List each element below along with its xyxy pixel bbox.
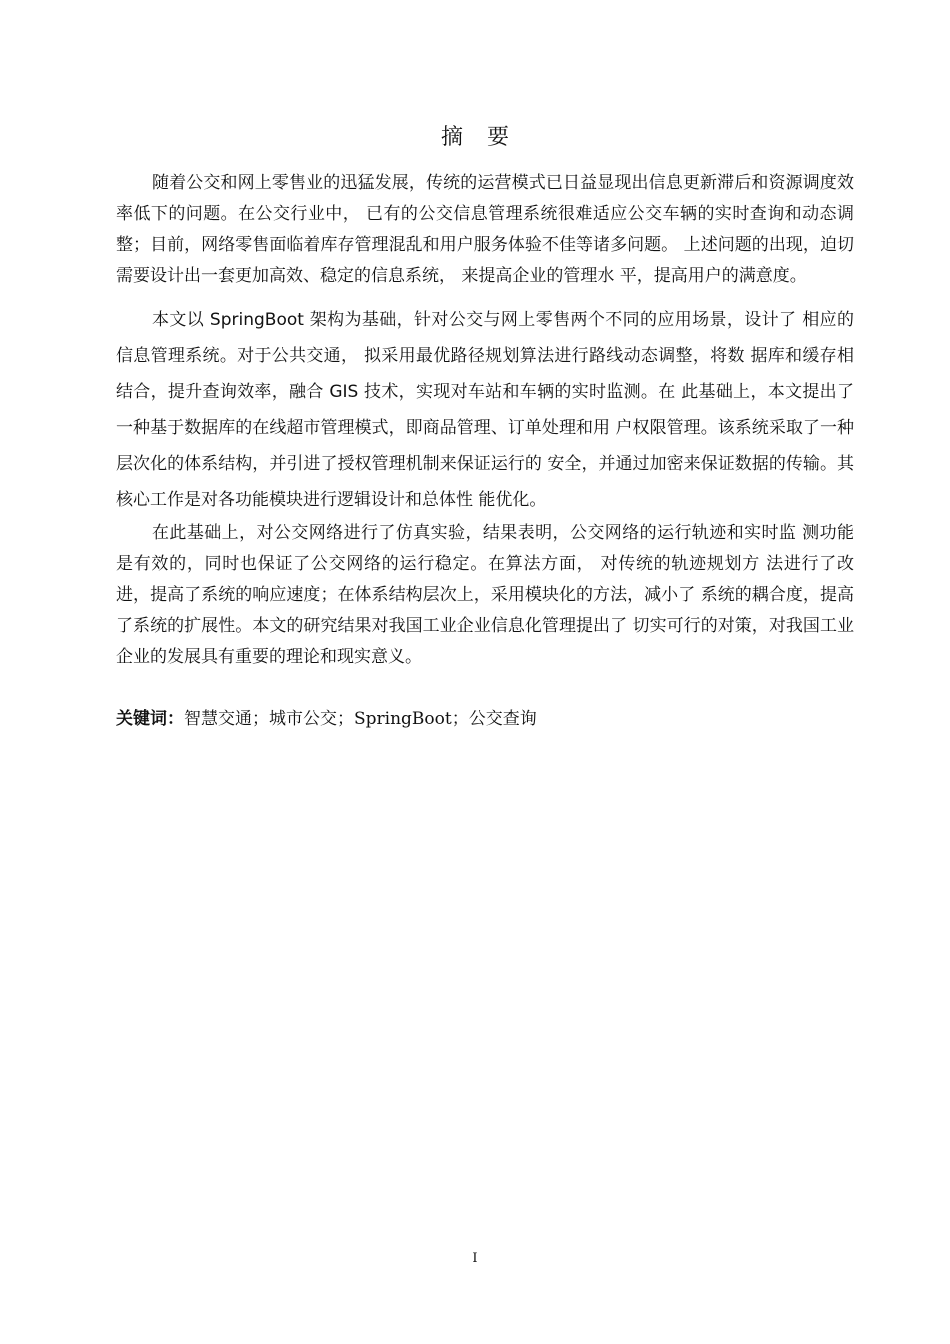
page-title: 摘要 (440, 125, 533, 150)
page-number: I (472, 1251, 478, 1266)
abstract-paragraph-2: 本文以 SpringBoot 架构为基础，针对公交与网上零售两个不同的应用场景，设计了 相应的信息管理系统。对于公共交通， 拟采用最优路径规划算法进行路线动态调整，将数 据库和缓存相结合，提升查询效率，融合 GIS 技术，实现对车站和车辆的实时监测。在 此基础上，本文提出了一种基于数据库的在线超市管理模式，即商品管理、订单处理和用 户权限管理。该系统采取了一种层次化的体系结构，并引进了授权管理机制来保证运行的 安全，并通过加密来保证数据的传输。其核心工作是对各功能模块进行逻辑设计和总体性 能优化。 (116, 310, 854, 510)
abstract-paragraph-3: 在此基础上，对公交网络进行了仿真实验，结果表明，公交网络的运行轨迹和实时监 测功能是有效的，同时也保证了公交网络的运行稳定。在算法方面， 对传统的轨迹规划方 法进行了改进，提高了系统的响应速度；在体系结构层次上，采用模块化的方法，减小了 系统的耦合度，提高了系统的扩展性。本文的研究结果对我国工业企业信息化管理提出了 切实可行的对策，对我国工业企业的发展具有重要的理论和现实意义。 (116, 523, 854, 667)
keywords-value: 智慧交通；城市公交；SpringBoot；公交查询 (184, 709, 537, 729)
keywords-line (116, 705, 854, 733)
abstract-paragraph-1: 随着公交和网上零售业的迅猛发展，传统的运营模式已日益显现出信息更新滞后和资源调度效率低下的问题。在公交行业中， 已有的公交信息管理系统很难适应公交车辆的实时查询和动态调整；目前，网络零售面临着库存管理混乱和用户服务体验不佳等诸多问题。 上述问题的出现，迫切需要设计出一套更加高效、稳定的信息系统， 来提高企业的管理水 平，提高用户的满意度。 (116, 173, 854, 286)
abstract-body (116, 168, 854, 733)
keywords-label: 关键词： (116, 709, 184, 729)
